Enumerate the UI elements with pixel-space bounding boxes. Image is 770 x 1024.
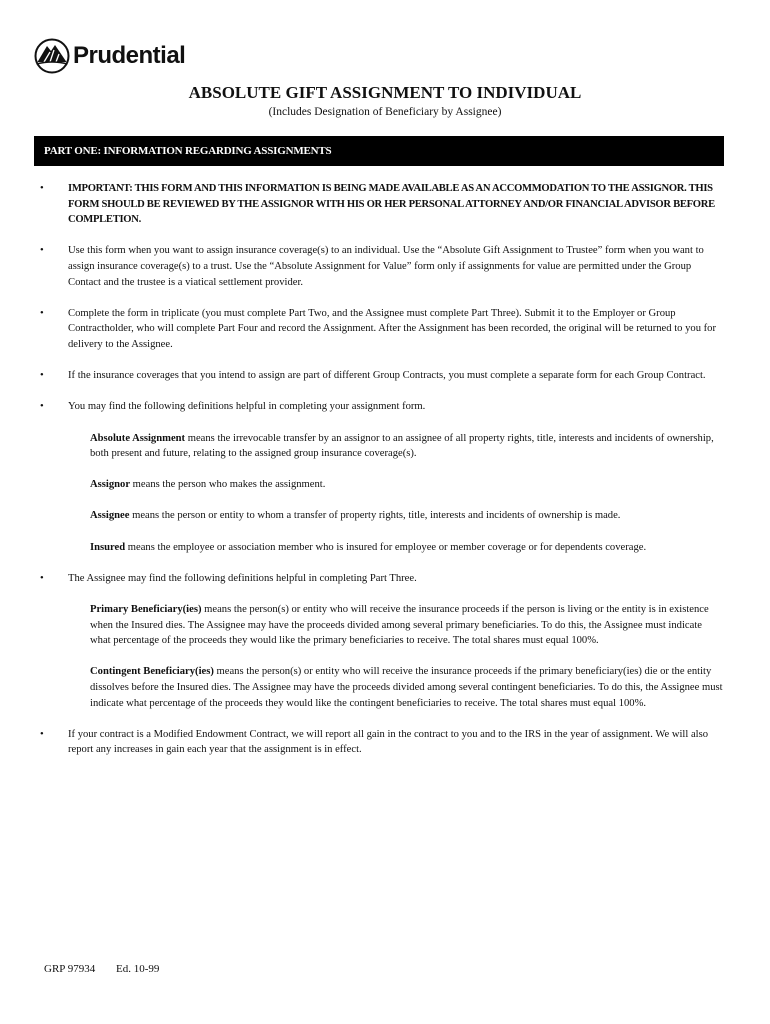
- definition-text: means the irrevocable transfer by an assignor to an assignee of all property rights, title, interests and incidents of ownership, both present and future, relating to the assigned group insurance coverage(s).: [90, 432, 714, 460]
- prudential-logo: [34, 37, 185, 75]
- form-edition: Ed. 10-99: [116, 963, 160, 975]
- use-form-instruction: Use this form when you want to assign insurance coverage(s) to an individual. Use the “Absolute Gift Assignment to Trustee” form when you want to assign insurance coverage(s) to a trust. Use the “Absolute Assignment for Value” form only if assignments for value are permitted under the Group Contact and the trustee is a viatical settlement provider.: [68, 245, 704, 288]
- definition-absolute-assignment: [90, 431, 724, 462]
- definition-assignor: [90, 477, 724, 493]
- important-notice: IMPORTANT: THIS FORM AND THIS INFORMATION IS BEING MADE AVAILABLE AS AN ACCOMMODATION TO THE ASSIGNOR. THIS FORM SHOULD BE REVIEWED BY THE ASSIGNOR WITH HIS OR HER PERSONAL ATTORNEY AND/OR FINANCIAL ADVISOR BEFORE COMPLETION.: [68, 183, 715, 226]
- definition-assignee: [90, 508, 724, 524]
- definition-text: means the employee or association member who is insured for employee or member coverage or for dependents coverage.: [125, 541, 647, 553]
- bullet-symbol: •: [40, 370, 44, 382]
- complete-form-instruction: Complete the form in triplicate (you must complete Part Two, and the Assignee must complete Part Three). Submit it to the Employer or Group Contractholder, who will complete Part Four and record the Assignment. After the Assignment has been recorded, the original will be returned to you for delivery to the Assignee.: [68, 307, 716, 350]
- assignee-definitions-intro: The Assignee may find the following definitions helpful in completing Part Three.: [68, 572, 417, 584]
- definition-term: Assignor: [90, 479, 131, 491]
- definition-contingent-beneficiary: [90, 664, 724, 711]
- bullet-symbol: •: [40, 572, 44, 584]
- definition-text: means the person or entity to whom a transfer of property rights, title, interests and incidents of ownership is made.: [129, 510, 621, 522]
- form-title: ABSOLUTE GIFT ASSIGNMENT TO INDIVIDUAL: [188, 83, 582, 102]
- bullet-item: [34, 181, 724, 228]
- definition-primary-beneficiary: [90, 602, 724, 649]
- definition-text: means the person who makes the assignment.: [130, 479, 326, 491]
- definition-term: Assignee: [90, 510, 130, 522]
- rock-logo-icon: [34, 38, 70, 74]
- bullet-item: [34, 243, 724, 290]
- definitions-intro: You may find the following definitions helpful in completing your assignment form.: [68, 401, 426, 413]
- definition-text: means the person(s) or entity who will receive the insurance proceeds if the person is living or the entity is in existence when the Insured dies. The Assignee may have the proceeds divided among several primary beneficiaries. To do this, the Assignee must indicate what percentage of the proceeds they would like the primary beneficiaries to receive. The total shares must equal 100%.: [90, 604, 709, 647]
- definition-insured: [90, 540, 724, 556]
- bullet-item: [34, 368, 724, 384]
- mec-notice: If your contract is a Modified Endowment Contract, we will report all gain in the contract to you and to the IRS in the year of assignment. We will also report any increases in gain each year that the assignment is in effect.: [68, 728, 709, 756]
- bullet-item: [34, 571, 724, 587]
- definition-term: Contingent Beneficiary(ies): [90, 666, 214, 678]
- bullet-symbol: •: [40, 307, 44, 319]
- definition-term: Primary Beneficiary(ies): [90, 604, 202, 616]
- bullet-item: [34, 306, 724, 353]
- bullet-symbol: •: [40, 245, 44, 257]
- form-number: GRP 97934: [44, 963, 96, 975]
- form-subtitle: (Includes Designation of Beneficiary by Assignee): [268, 106, 502, 118]
- bullet-symbol: •: [40, 183, 44, 194]
- section-heading-bar: [34, 136, 724, 166]
- bullet-item: [34, 399, 724, 415]
- bullet-item: [34, 727, 724, 758]
- different-contracts-instruction: If the insurance coverages that you intend to assign are part of different Group Contracts, you must complete a separate form for each Group Contract.: [68, 370, 706, 382]
- bullet-symbol: •: [40, 728, 44, 740]
- definition-term: Insured: [90, 541, 126, 553]
- bullet-symbol: •: [40, 401, 44, 413]
- definition-term: Absolute Assignment: [90, 432, 186, 444]
- form-footer: [44, 963, 177, 975]
- section-heading: PART ONE: INFORMATION REGARDING ASSIGNMENTS: [44, 145, 332, 157]
- logo-wordmark: Prudential: [73, 42, 186, 69]
- definition-text: means the person(s) or entity who will receive the insurance proceeds if the primary beneficiary(ies) die or the entity dissolves before the Insured dies. The Assignee may have the proceeds divided among several contingent beneficiaries. To do this, the Assignee must indicate what percentage of the proceeds they would like the contingent beneficiaries to receive. The total shares must equal 100%.: [90, 666, 723, 709]
- instructions-body: [34, 181, 724, 774]
